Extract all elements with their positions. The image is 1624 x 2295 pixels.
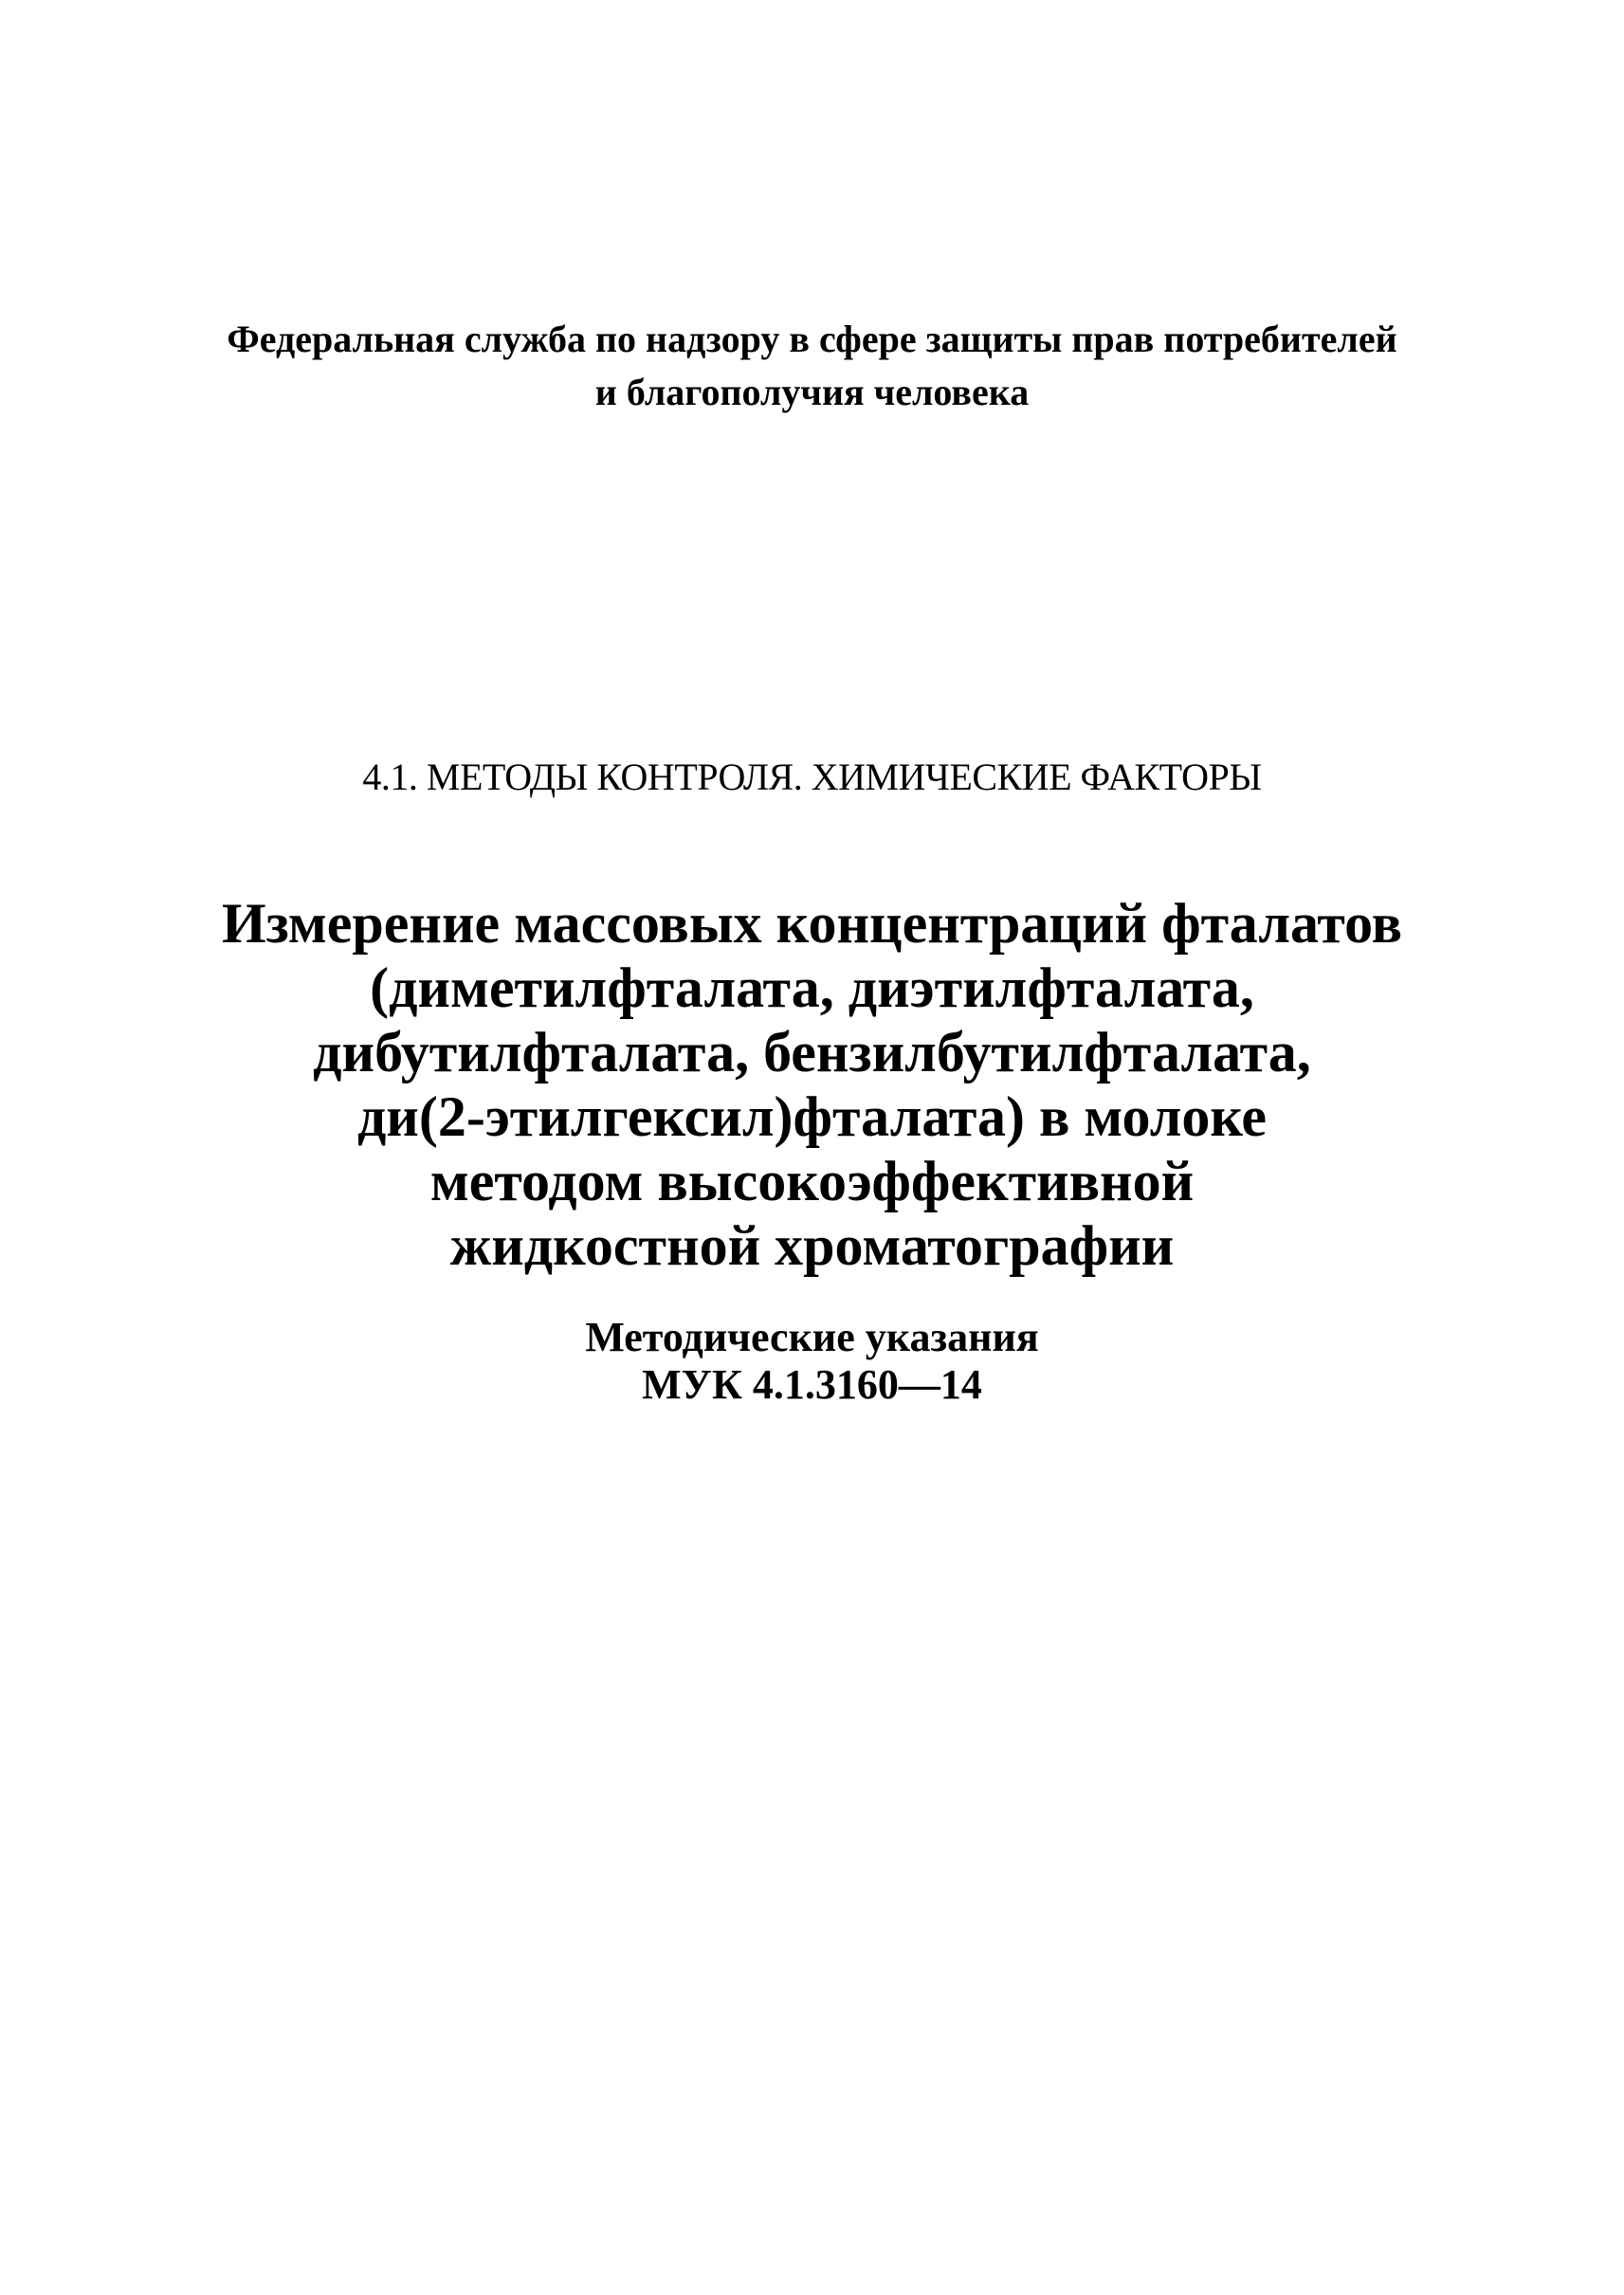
document-title — [0, 891, 1624, 1278]
issuing-agency — [0, 313, 1624, 419]
title-line-3: дибутилфталата, бензилбутилфталата, — [313, 1021, 1311, 1084]
agency-line-1: Федеральная служба по надзору в сфере защиты прав потребителей — [227, 318, 1397, 360]
title-line-2: (диметилфталата, диэтилфталата, — [370, 956, 1254, 1019]
document-type-block — [0, 1314, 1624, 1409]
title-line-4: ди(2-этилгексил)фталата) в молоке — [356, 1085, 1268, 1148]
title-line-5: методом высокоэффективной — [429, 1150, 1195, 1212]
document-type: Методические указания — [585, 1314, 1039, 1360]
document-category: 4.1. МЕТОДЫ КОНТРОЛЯ. ХИМИЧЕСКИЕ ФАКТОРЫ — [362, 756, 1262, 798]
agency-line-2: и благополучия человека — [594, 371, 1030, 413]
title-line-6: жидкостной хроматографии — [449, 1214, 1175, 1277]
title-line-1: Измерение массовых концентраций фталатов — [221, 892, 1403, 955]
document-code: МУК 4.1.3160—14 — [642, 1361, 982, 1408]
